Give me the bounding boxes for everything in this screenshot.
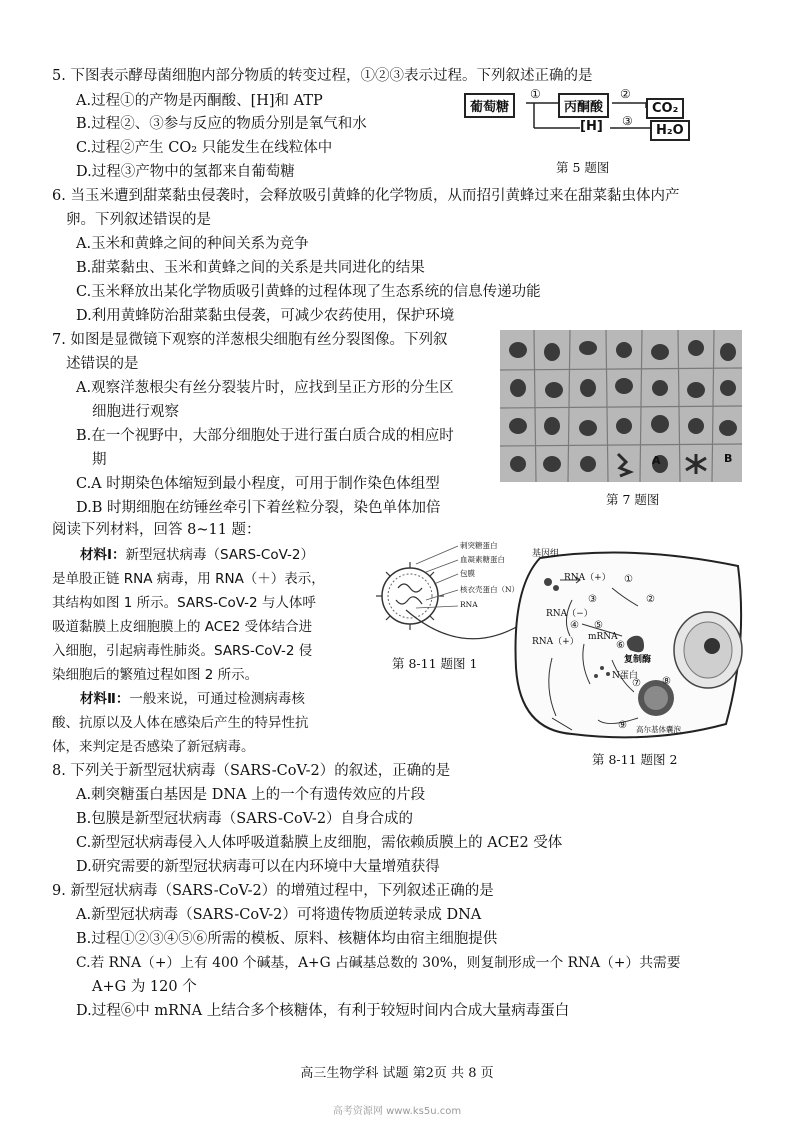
q5-option-a: A.过程①的产物是丙酮酸、[H]和 ATP — [76, 93, 323, 109]
q8-option-a: A.刺突糖蛋白基因是 DNA 上的一个有遗传效应的片段 — [76, 787, 426, 803]
fig2-step-6: ⑥ — [616, 640, 625, 651]
process-1-label: ① — [530, 87, 541, 101]
fig2-label-mrna: mRNA — [588, 632, 618, 642]
q7-caption: 第 7 题图 — [606, 492, 660, 507]
fig2-label-rna-positive: RNA（+） — [564, 573, 611, 583]
q7-option-d: D.B 时期细胞在纺锤丝牵引下着丝粒分裂，染色单体加倍 — [76, 500, 441, 516]
h-label: [H] — [580, 119, 603, 134]
watermark: 高考资源网 www.ks5u.com — [332, 1106, 462, 1117]
q7-option-c: C.A 时期染色体缩短到最小程度，可用于制作染色体组型 — [76, 476, 440, 492]
fig1-label-nucleocapsid: 核衣壳蛋白（N） — [460, 585, 520, 594]
q6-option-c: C.玉米释放出某化学物质吸引黄蜂的过程体现了生态系统的信息传递功能 — [76, 284, 541, 300]
material2-text1: 一般来说，可通过检测病毒核 — [129, 691, 305, 707]
material1-title: 材料Ⅰ： — [80, 547, 126, 563]
q7-micrograph — [500, 330, 742, 482]
fig2-label-rna-positive-2: RNA（+） — [532, 637, 579, 647]
fig2-step-9: ⑨ — [618, 720, 627, 731]
q6-stem-line2: 卵。下列叙述错误的是 — [66, 212, 211, 228]
fig2-step-2: ② — [646, 594, 655, 605]
material2-title: 材料Ⅱ： — [80, 691, 130, 707]
q6-option-b: B.甜菜黏虫、玉米和黄蜂之间的关系是共同进化的结果 — [76, 260, 425, 276]
q8-stem: 8. 下列关于新型冠状病毒（SARS-CoV-2）的叙述，正确的是 — [52, 763, 451, 779]
process-3-label: ③ — [622, 114, 633, 128]
q5-stem: 5. 下图表示酵母菌细胞内部分物质的转变过程，①②③表示过程。下列叙述正确的是 — [52, 68, 593, 84]
h2o-box: H₂O — [650, 120, 690, 141]
fig2-step-7: ⑦ — [632, 678, 641, 689]
fig2-label-golgi-vesicle: 高尔基体囊泡 — [636, 725, 681, 734]
glucose-box: 葡萄糖 — [464, 93, 515, 118]
label-a: A — [652, 454, 661, 467]
label-b: B — [724, 452, 733, 465]
cell-grid-image — [500, 330, 742, 482]
q9-option-a: A.新型冠状病毒（SARS-CoV-2）可将遗传物质逆转录成 DNA — [76, 907, 482, 923]
fig1-label-spike: 刺突糖蛋白 — [460, 541, 498, 550]
material2-line1 — [80, 689, 305, 709]
material2-line3: 体，来判定是否感染了新冠病毒。 — [52, 739, 255, 755]
q9-option-c-line1: C.若 RNA（+）上有 400 个碱基，A+G 占碱基总数的 30%，则复制形成一个 RNA（+）共需要 — [76, 955, 681, 971]
fig1-caption: 第 8-11 题图 1 — [392, 656, 478, 671]
fig2-label-rna-negative: RNA（−） — [546, 609, 593, 619]
fig2-host-cell — [512, 548, 748, 740]
q6-option-a: A.玉米和黄蜂之间的种间关系为竞争 — [76, 236, 309, 252]
q5-diagram — [462, 87, 702, 150]
pyruvate-box: 丙酮酸 — [558, 93, 609, 118]
fig2-step-5: ⑤ — [594, 620, 603, 631]
material1-line5: 入细胞，引起病毒性肺炎。SARS-CoV-2 侵 — [52, 643, 313, 659]
fig2-label-genome: 基因组 — [532, 549, 560, 559]
fig2-step-3: ③ — [588, 594, 597, 605]
fig2-caption: 第 8-11 题图 2 — [592, 752, 678, 767]
q7-stem-line2: 述错误的是 — [66, 356, 139, 372]
q8-option-d: D.研究需要的新型冠状病毒可以在内环境中大量增殖获得 — [76, 859, 440, 875]
q7-option-a-line1: A.观察洋葱根尖有丝分裂装片时，应找到呈正方形的分生区 — [76, 380, 454, 396]
fig2-step-1: ① — [624, 574, 633, 585]
q7-option-b-line1: B.在一个视野中，大部分细胞处于进行蛋白质合成的相应时 — [76, 428, 454, 444]
q7-option-a-line2: 细胞进行观察 — [92, 404, 179, 420]
material2-line2: 酸、抗原以及人体在感染后产生的特异性抗 — [52, 715, 309, 731]
fig2-label-replicase: 复制酶 — [624, 655, 652, 665]
fig2-label-n-protein: N蛋白 — [612, 671, 638, 681]
material1-line4: 吸道黏膜上皮细胞膜上的 ACE2 受体结合进 — [52, 619, 313, 635]
fig2-step-8: ⑧ — [662, 676, 671, 687]
co2-box: CO₂ — [646, 98, 684, 119]
fig1-label-rna: RNA — [460, 600, 478, 609]
material1-line6: 染细胞后的繁殖过程如图 2 所示。 — [52, 667, 259, 683]
q7-stem-line1: 7. 如图是显微镜下观察的洋葱根尖细胞有丝分裂图像。下列叙 — [52, 332, 448, 348]
q8-option-c: C.新型冠状病毒侵入人体呼吸道黏膜上皮细胞，需依赖质膜上的 ACE2 受体 — [76, 835, 563, 851]
q8-option-b: B.包膜是新型冠状病毒（SARS-CoV-2）自身合成的 — [76, 811, 414, 827]
material1-text1: 新型冠状病毒（SARS-CoV-2） — [125, 547, 314, 563]
page-footer: 高三生物学科 试题 第2页 共 8 页 — [300, 1066, 494, 1081]
q5-option-b: B.过程②、③参与反应的物质分别是氧气和水 — [76, 116, 367, 132]
q9-stem: 9. 新型冠状病毒（SARS-CoV-2）的增殖过程中，下列叙述正确的是 — [52, 883, 494, 899]
fig1-label-hemagglutinin: 血凝素糖蛋白 — [460, 555, 505, 564]
material1-line1 — [80, 545, 314, 565]
q7-option-b-line2: 期 — [92, 452, 107, 468]
fig1-label-envelope: 包膜 — [460, 569, 475, 578]
material1-line3: 其结构如图 1 所示。SARS-CoV-2 与人体呼 — [52, 595, 316, 611]
q5-caption: 第 5 题图 — [556, 160, 610, 175]
fig2-step-4: ④ — [570, 620, 579, 631]
process-2-label: ② — [620, 87, 631, 101]
q6-stem-line1: 6. 当玉米遭到甜菜黏虫侵袭时，会释放吸引黄蜂的化学物质，从而招引黄蜂过来在甜菜黏虫体内产 — [52, 188, 680, 204]
q9-option-d: D.过程⑥中 mRNA 上结合多个核糖体，有利于较短时间内合成大量病毒蛋白 — [76, 1003, 570, 1019]
material1-line2: 是单股正链 RNA 病毒，用 RNA（＋）表示， — [52, 571, 325, 587]
q9-option-b: B.过程①②③④⑤⑥所需的模板、原料、核糖体均由宿主细胞提供 — [76, 931, 498, 947]
q5-option-d: D.过程③产物中的氢都来自葡萄糖 — [76, 164, 295, 180]
q5-option-c: C.过程②产生 CO₂ 只能发生在线粒体中 — [76, 140, 333, 156]
q6-option-d: D.利用黄蜂防治甜菜黏虫侵袭，可减少农药使用，保护环境 — [76, 308, 455, 324]
reading-intro: 阅读下列材料，回答 8~11 题： — [52, 522, 261, 538]
q9-option-c-line2: A+G 为 120 个 — [92, 979, 197, 995]
